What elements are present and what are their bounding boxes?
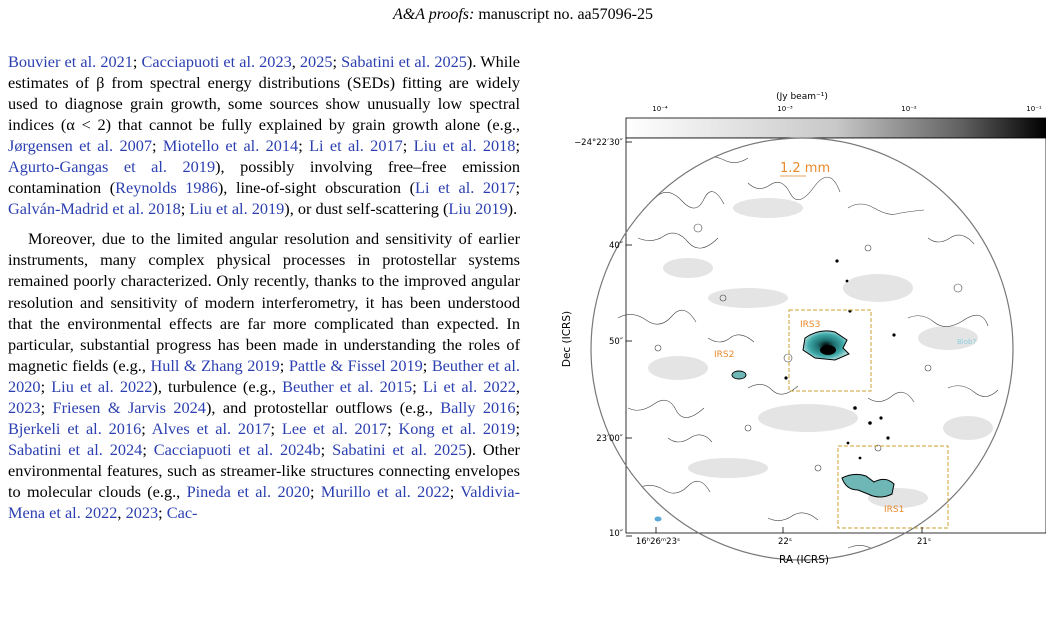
citation-link[interactable]: Murillo et al. 2022 <box>320 481 450 501</box>
x-tick: 21ˢ <box>917 537 931 547</box>
citation-link[interactable]: 2023 <box>125 502 159 522</box>
band-label: 1.2 mm <box>780 161 831 176</box>
citation-link[interactable]: Li et al. 2022 <box>422 376 516 396</box>
citation-link[interactable]: Galván-Madrid et al. 2018 <box>8 199 181 219</box>
citation-link[interactable]: Bally 2016 <box>440 397 516 417</box>
y-tick: 23′00″ <box>596 434 623 444</box>
citation-link[interactable]: Valdivia-Mena et al. 2022 <box>8 481 520 522</box>
text-run: ; <box>141 418 152 438</box>
citation-link[interactable]: Kong et al. 2019 <box>398 418 516 438</box>
citation-link[interactable]: Li et al. 2017 <box>309 136 403 156</box>
colorbar <box>626 118 1046 138</box>
paragraph-2 <box>8 228 520 523</box>
citation-link[interactable]: Friesen & Jarvis 2024 <box>52 397 206 417</box>
citation-link[interactable]: Liu et al. 2022 <box>51 376 153 396</box>
manuscript-number: manuscript no. aa57096-25 <box>474 6 653 23</box>
x-axis-label: RA (ICRS) <box>779 554 829 566</box>
citation-link[interactable]: Cacciapuoti et al. 2023 <box>141 52 292 71</box>
text-run: ; <box>515 397 520 417</box>
citation-link[interactable]: Lee et al. 2017 <box>281 418 388 438</box>
text-run: ; <box>279 355 289 375</box>
colorbar-label: (Jy beam⁻¹) <box>776 92 828 102</box>
text-run: Moreover, due to the limited angular resolution and sensitivity of earlier instruments, many complex physical processes in protostellar systems remained poorly characterized. Only recently, thanks to the improved angular resolution and sensitivity of modern interferometry, it has been understood that the environmental effects are far more complicated than expected. In particular, substantial progress has been made in understanding the roles of magnetic fields (e.g., <box>8 229 520 375</box>
colorbar-tick: 10⁻² <box>901 105 917 113</box>
citation-link[interactable]: 2023 <box>8 397 41 417</box>
citation-link[interactable]: Jørgensen et al. 2007 <box>8 136 153 156</box>
running-header <box>0 6 1046 24</box>
source-label-irs3: IRS3 <box>800 320 821 330</box>
colorbar-tick: 10⁻⁴ <box>652 105 668 113</box>
figure-svg <box>548 88 1046 628</box>
text-run: , <box>515 376 520 396</box>
y-tick: 10″ <box>609 529 623 539</box>
text-run: ; <box>515 418 520 438</box>
figure <box>548 88 1046 628</box>
y-tick: −24°22′30″ <box>574 138 623 148</box>
text-run: ), line-of-sight obscuration ( <box>217 178 416 198</box>
citation-link[interactable]: Agurto-Gangas et al. 2019 <box>8 157 216 177</box>
text-run: ; <box>132 52 142 71</box>
text-run: ; <box>298 136 310 156</box>
citation-link[interactable]: Sabatini et al. 2025 <box>332 439 467 459</box>
citation-link[interactable]: Pattle & Fissel 2019 <box>288 355 423 375</box>
citation-link[interactable]: Bjerkeli et al. 2016 <box>8 418 142 438</box>
text-run: ), possibly involving free–free emission contamination ( <box>8 157 521 198</box>
citation-link[interactable]: Liu et al. 2018 <box>413 136 516 156</box>
citation-link[interactable]: Hull & Zhang 2019 <box>150 355 280 375</box>
text-run: ; <box>515 136 520 156</box>
paragraph-1 <box>8 51 520 219</box>
text-run: ; <box>449 481 461 501</box>
text-run: ; <box>412 376 423 396</box>
colorbar-tick: 10⁻³ <box>777 105 793 113</box>
text-run: ; <box>180 199 190 219</box>
citation-link[interactable]: Bouvier et al. 2021 <box>8 52 133 71</box>
citation-link[interactable]: Cacciapuoti et al. 2024b <box>153 439 321 459</box>
citation-link[interactable]: Liu et al. 2019 <box>189 199 285 219</box>
x-tick: 16ʰ26ᵐ23ˢ <box>635 537 681 547</box>
text-run: ; <box>158 502 167 522</box>
text-run: ). While estimates of β from spectral energy distributions (SEDs) fitting are widely used to diagnose grain growth, some sources show unusually low spectral indices (α < 2) that cannot be fully explained by grain growth alone (e.g., <box>8 52 520 135</box>
text-run: ; <box>332 52 342 71</box>
text-run: ; <box>142 439 154 459</box>
text-run: ; <box>270 418 282 438</box>
text-run: ), turbulence (e.g., <box>152 376 283 396</box>
citation-link[interactable]: Beuther et al. 2020 <box>8 355 520 396</box>
y-axis-label: Dec (ICRS) <box>561 310 573 368</box>
citation-link[interactable]: Pineda et al. 2020 <box>186 481 311 501</box>
text-run: ; <box>40 397 53 417</box>
y-tick: 50″ <box>609 337 623 347</box>
text-run: ; <box>152 136 163 156</box>
citation-link[interactable]: Liu 2019 <box>448 199 508 219</box>
citation-link[interactable]: 2025 <box>299 52 333 71</box>
text-run: ; <box>422 355 432 375</box>
citation-link[interactable]: Sabatini et al. 2025 <box>341 52 467 71</box>
citation-link[interactable]: Beuther et al. 2015 <box>282 376 413 396</box>
text-column <box>8 51 520 523</box>
text-run: ). <box>507 199 518 219</box>
irs2-source <box>732 371 746 379</box>
text-run: ; <box>402 136 414 156</box>
citation-link[interactable]: Li et al. 2017 <box>415 178 516 198</box>
source-label-irs2: IRS2 <box>714 350 735 360</box>
source-label-irs1: IRS1 <box>884 505 905 515</box>
x-tick: 22ˢ <box>778 537 792 547</box>
text-run: ; <box>310 481 321 501</box>
faint-label: Blob? <box>957 338 977 346</box>
beam-ellipse <box>655 517 662 522</box>
text-run: ; <box>515 178 520 198</box>
text-run: ; <box>387 418 399 438</box>
text-run: ), and protostellar outflows (e.g., <box>205 397 441 417</box>
text-run: ; <box>320 439 333 459</box>
colorbar-tick: 10⁻¹ <box>1026 105 1042 113</box>
citation-link[interactable]: Miotello et al. 2014 <box>162 136 299 156</box>
text-run: ). Other environmental features, such as streamer-like structures connecting envelopes to molecular clouds (e.g., <box>8 439 520 501</box>
journal-name: A&A proofs: <box>393 6 475 23</box>
citation-link[interactable]: Cac- <box>166 502 198 522</box>
text-run: ; <box>40 376 52 396</box>
text-run: , <box>117 502 126 522</box>
citation-link[interactable]: Sabatini et al. 2024 <box>8 439 143 459</box>
y-tick: 40″ <box>609 241 623 251</box>
citation-link[interactable]: Alves et al. 2017 <box>151 418 271 438</box>
citation-link[interactable]: Reynolds 1986 <box>115 178 218 198</box>
text-run: ), or dust self-scattering ( <box>284 199 449 219</box>
text-run: , <box>291 52 300 71</box>
